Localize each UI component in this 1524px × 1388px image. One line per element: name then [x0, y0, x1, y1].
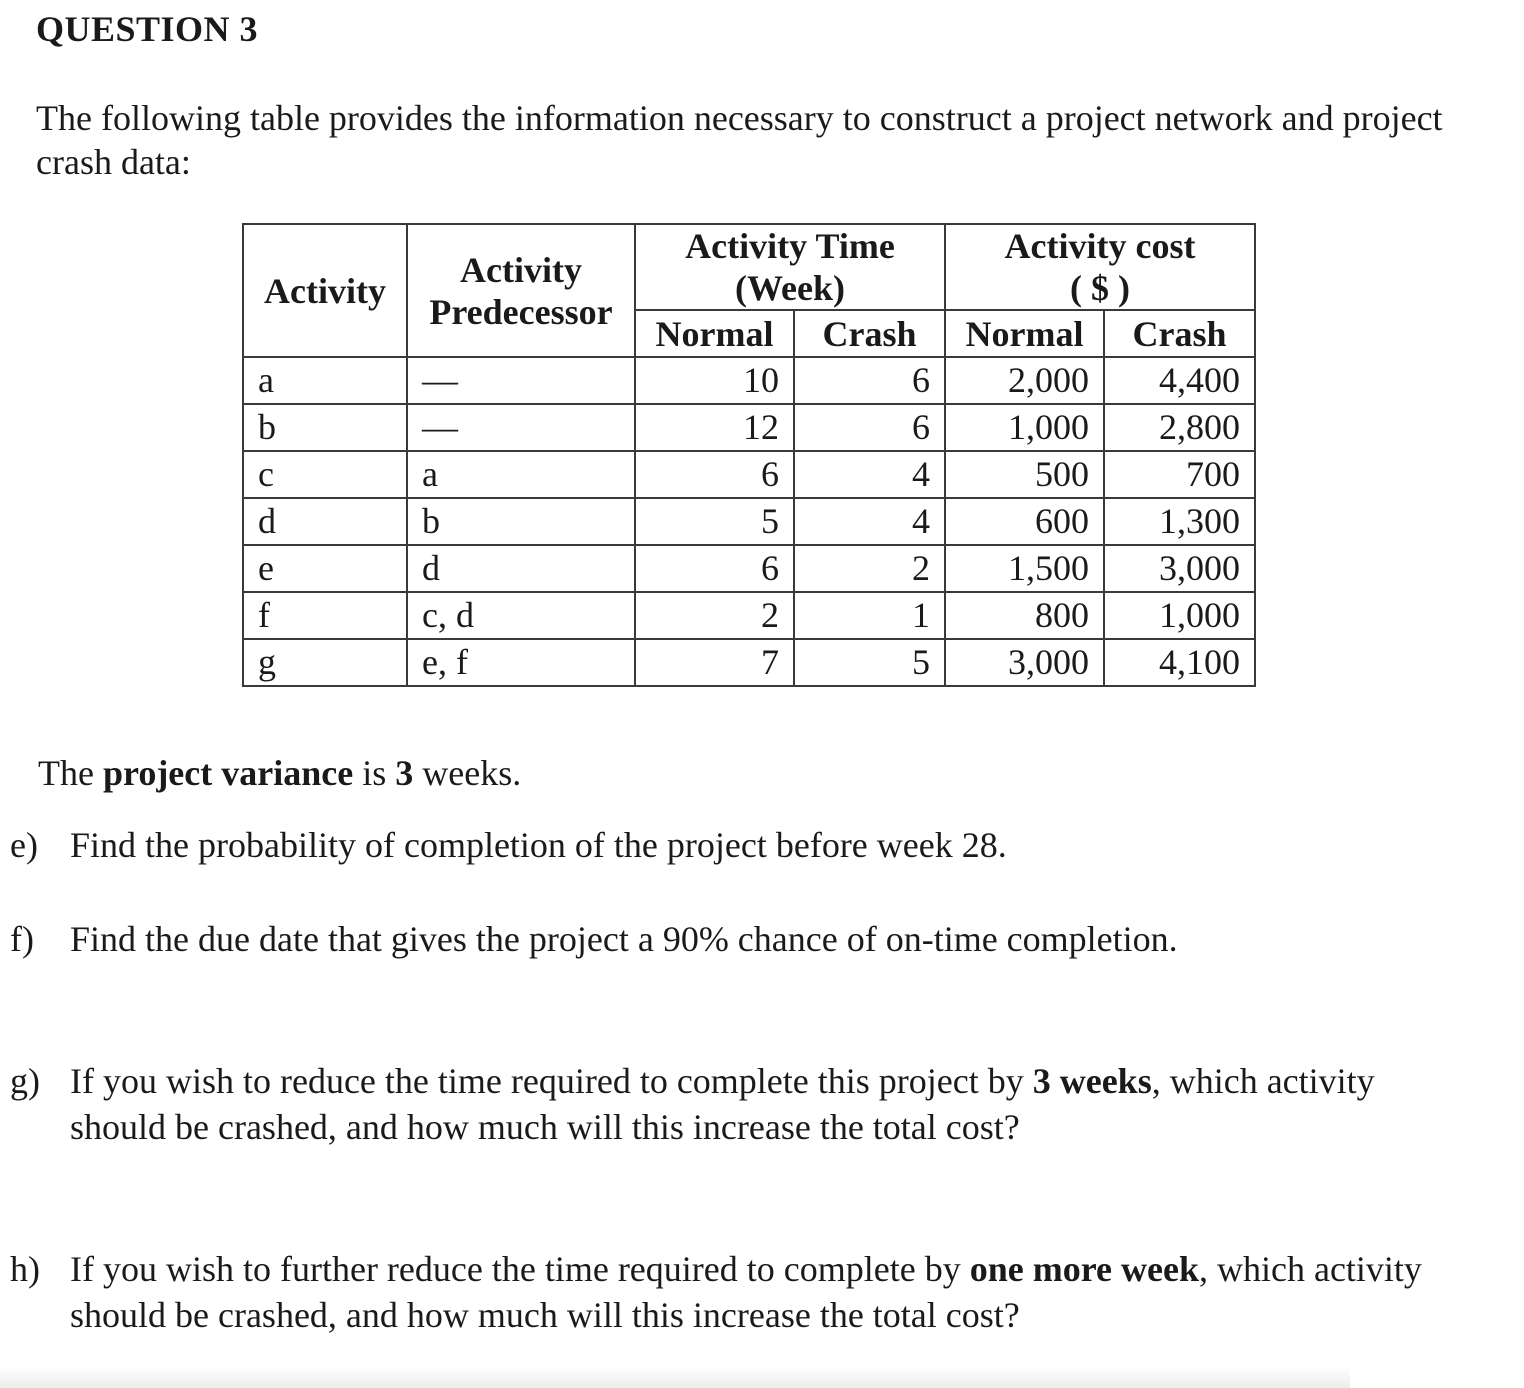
cell-cost-crash: 4,400 [1104, 357, 1255, 404]
cell-time-normal: 7 [635, 639, 794, 686]
cell-cost-crash: 4,100 [1104, 639, 1255, 686]
header-predecessor-line2: Predecessor [429, 291, 613, 332]
cell-activity: d [243, 498, 407, 545]
question-h-pre: If you wish to further reduce the time required to complete by [70, 1249, 970, 1289]
header-predecessor [407, 224, 635, 357]
question-g-post: , which activity should be crashed, and how much will this increase the total cost? [70, 1061, 1375, 1147]
question-h-post: , which activity should be crashed, and how much will this increase the total cost? [70, 1249, 1422, 1335]
cell-cost-crash: 700 [1104, 451, 1255, 498]
cell-cost-normal: 3,000 [945, 639, 1104, 686]
cell-predecessor: d [407, 545, 635, 592]
cell-time-crash: 2 [794, 545, 945, 592]
question-e [10, 822, 1460, 868]
question-e-label: e) [10, 825, 38, 865]
cell-cost-normal: 1,000 [945, 404, 1104, 451]
table-row [243, 404, 1255, 451]
table-row [243, 498, 1255, 545]
cell-activity: c [243, 451, 407, 498]
question-g-bold: 3 weeks [1032, 1061, 1152, 1101]
cell-cost-crash: 1,000 [1104, 592, 1255, 639]
cell-activity: e [243, 545, 407, 592]
header-activity-cost [945, 224, 1255, 310]
cell-time-crash: 6 [794, 357, 945, 404]
variance-mid: is [353, 753, 396, 793]
cell-time-crash: 6 [794, 404, 945, 451]
cell-cost-normal: 500 [945, 451, 1104, 498]
cell-time-normal: 2 [635, 592, 794, 639]
cell-cost-crash: 2,800 [1104, 404, 1255, 451]
cell-cost-normal: 1,500 [945, 545, 1104, 592]
table-row [243, 451, 1255, 498]
variance-bold-term: project variance [102, 753, 354, 793]
cell-cost-normal: 600 [945, 498, 1104, 545]
cell-activity: b [243, 404, 407, 451]
question-f-label: f) [10, 919, 34, 959]
question-h-label: h) [10, 1249, 40, 1289]
question-h-text [70, 1246, 1460, 1338]
question-heading: QUESTION 3 [36, 9, 259, 49]
cell-time-crash: 5 [794, 639, 945, 686]
cell-predecessor: e, f [407, 639, 635, 686]
cell-time-normal: 12 [635, 404, 794, 451]
cell-time-normal: 10 [635, 357, 794, 404]
header-activity-time [635, 224, 945, 310]
question-f [10, 916, 1460, 962]
question-h [10, 1246, 1460, 1338]
header-cost-line2: ( $ ) [1070, 268, 1130, 308]
question-f-text: Find the due date that gives the project a 90% chance of on-time completion. [70, 919, 1178, 959]
question-g [10, 1058, 1460, 1150]
header-time-normal: Normal [635, 310, 794, 357]
variance-statement [38, 752, 521, 794]
cell-predecessor: — [407, 357, 635, 404]
cell-predecessor: c, d [407, 592, 635, 639]
cell-cost-normal: 2,000 [945, 357, 1104, 404]
cell-time-crash: 4 [794, 451, 945, 498]
cell-time-normal: 5 [635, 498, 794, 545]
cell-predecessor: — [407, 404, 635, 451]
crash-data-table [242, 223, 1256, 687]
question-h-bold: one more week [969, 1249, 1199, 1289]
table-row [243, 545, 1255, 592]
cell-activity: f [243, 592, 407, 639]
cell-cost-normal: 800 [945, 592, 1104, 639]
cell-predecessor: b [407, 498, 635, 545]
header-cost-normal: Normal [945, 310, 1104, 357]
table-row [243, 639, 1255, 686]
header-time-crash: Crash [794, 310, 945, 357]
cell-predecessor: a [407, 451, 635, 498]
question-e-text: Find the probability of completion of the project before week 28. [70, 825, 1007, 865]
cell-time-normal: 6 [635, 545, 794, 592]
variance-bold-value: 3 [395, 753, 414, 793]
question-g-pre: If you wish to reduce the time required to complete this project by [70, 1061, 1033, 1101]
header-time-line1: Activity Time [685, 226, 895, 266]
cell-cost-crash: 3,000 [1104, 545, 1255, 592]
variance-post: weeks. [413, 753, 522, 793]
cell-time-crash: 1 [794, 592, 945, 639]
cell-cost-crash: 1,300 [1104, 498, 1255, 545]
cell-time-crash: 4 [794, 498, 945, 545]
cell-time-normal: 6 [635, 451, 794, 498]
cell-activity: a [243, 357, 407, 404]
intro-paragraph: The following table provides the information necessary to construct a project network and project crash data: [36, 98, 1443, 182]
table-row [243, 357, 1255, 404]
header-cost-crash: Crash [1104, 310, 1255, 357]
variance-pre: The [38, 753, 103, 793]
header-predecessor-line1: Activity [460, 249, 582, 290]
header-activity: Activity [243, 224, 407, 357]
question-g-label: g) [10, 1061, 40, 1101]
question-g-text [70, 1058, 1460, 1150]
page-bottom-shadow [0, 1366, 1350, 1388]
header-cost-line1: Activity cost [1004, 226, 1196, 266]
cell-activity: g [243, 639, 407, 686]
table-row [243, 592, 1255, 639]
header-time-line2: (Week) [735, 268, 845, 308]
